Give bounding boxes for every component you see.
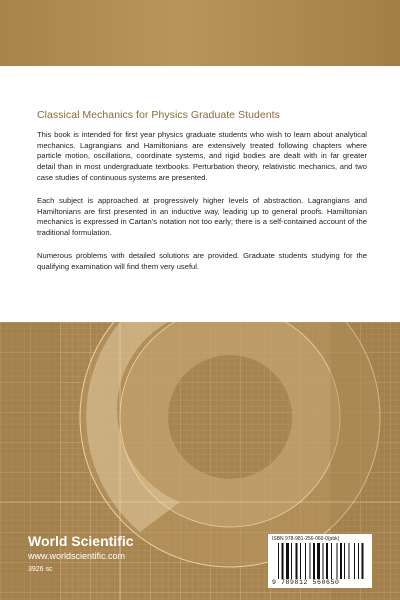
description-paragraph-3: Numerous problems with detailed solutions are provided. Graduate students studying for the qualifying examination will find them very useful. bbox=[37, 251, 367, 271]
top-color-band bbox=[0, 0, 400, 66]
barcode-digits: 9 789812 560650 bbox=[272, 579, 340, 586]
book-title: Classical Mechanics for Physics Graduate Students bbox=[37, 109, 280, 121]
description-panel bbox=[0, 66, 400, 322]
description-paragraph-2: Each subject is approached at progressively higher levels of abstraction. Lagrangians and Hamiltonians are first presented in an inductive way, leading up to general proofs. Hamiltonian mechanics is expressed in Cartan's notation not too early; there is a self-contained account of the traditional formulation. bbox=[37, 196, 367, 238]
publisher-website: www.worldscientific.com bbox=[28, 551, 126, 561]
barcode-icon bbox=[278, 543, 364, 579]
barcode-block bbox=[268, 534, 372, 588]
description-paragraph-1: This book is intended for first year physics graduate students who wish to learn about analytical mechanics. Lagrangians and Hamiltonians are extensively treated following chapters where particle motion, oscillations, coordinate systems, and rigid bodies are dealt with in far greater detail than in most undergraduate textbooks. Perturbation theory, relativistic mechanics, and two case studies of continuous systems are presented. bbox=[37, 130, 367, 182]
publisher-name: World Scientific bbox=[28, 533, 134, 549]
isbn-text: ISBN 978-981-256-060-0(pbk) bbox=[272, 536, 340, 542]
catalog-code: 3926 sc bbox=[28, 566, 53, 573]
